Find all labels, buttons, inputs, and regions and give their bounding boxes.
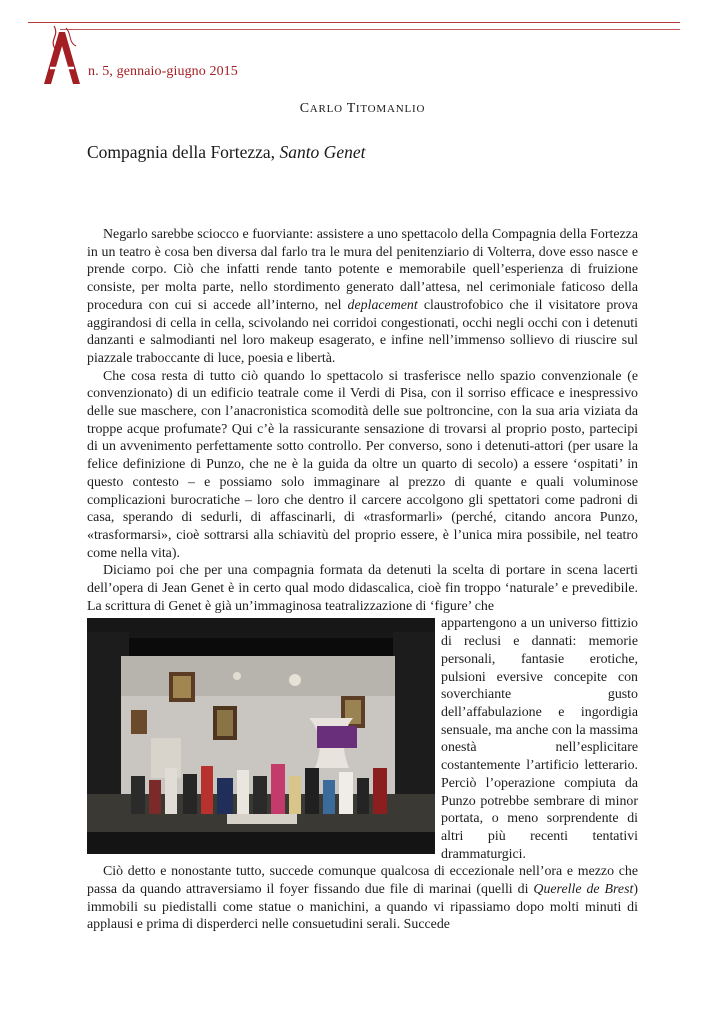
author-first-rest: ARLO [309, 103, 343, 115]
paragraph-3 [87, 562, 638, 615]
paragraph-4-italic: Querelle de Brest [533, 882, 634, 898]
paragraph-4-part-b: ) immobili su piedistalli come statue o manichini, a quando vi ripassiamo dopo molti minuti di applausi e prima di disperderci nelle consuetudini serali. Succede [87, 882, 638, 933]
stage-photo [87, 618, 435, 854]
author-last-rest: ITOMANLIO [355, 103, 426, 115]
header-rule-secondary [60, 29, 680, 30]
paragraph-4-part-a: Ciò detto e nonostante tutto, succede comunque qualcosa di eccezionale nell’ora e mezzo che passa da quando attraversiamo il foyer fissando due file di marinai (quelli di [87, 864, 638, 898]
title-main: Compagnia della Fortezza, [87, 142, 276, 162]
author-initial-first: C [299, 101, 310, 116]
paragraph-1-part-b: claustrofobico che il visitatore prova aggirandosi di cella in cella, scivolando nei corridoi congestionati, occhi negli occhi con i detenuti danzanti e salmodianti nel loro makeup esagerato, e infine nell’immenso sollievo di riuscire sul piazzale traboccante di luce, poesia e libertà. [87, 297, 638, 366]
title-italic: Santo Genet [279, 142, 366, 162]
issue-line: n. 5, gennaio-giugno 2015 [88, 64, 238, 79]
article-author [0, 101, 725, 117]
author-initial-last: T [346, 101, 356, 116]
header-rule [28, 22, 680, 23]
paragraph-1-italic: deplacement [347, 297, 418, 313]
paragraph-1-part-a: Negarlo sarebbe sciocco e fuorviante: assistere a uno spettacolo della Compagnia della Fortezza in un teatro è cosa ben diversa dal farlo tra le mura del penitenziario di Volterra, dove esso nasce e prende corpo. Ciò che infatti rende tanto potente e memorabile quell’esperienza di fruizione consiste, per molta parte, nello stordimento generato dall’attesa, nel cerimoniale faticoso della procedura con cui si accede all’interno, nel [87, 227, 638, 313]
paragraph-4 [87, 863, 638, 934]
article-body [87, 226, 638, 934]
journal-logo-icon [42, 24, 82, 86]
paragraph-3-part-b: appartengono a un universo fittizio di reclusi e dannati: memorie personali, fantasie erotiche, pulsioni eversive concepite con soverchiante gusto dell’affabulazione e ingordigia sensuale, ma anche con la massima onestà nell’esplicitare costantemente l’artificio letterario. Perciò l’operazione compiuta da Punzo potrebbe sembrare di minor portata, o meno sorprendente di altri più recenti tentativi drammaturgici. [441, 616, 638, 862]
paragraph-1 [87, 226, 638, 368]
paragraph-3-part-a: Diciamo poi che per una compagnia formata da detenuti la scelta di portare in scena lacerti dell’opera di Jean Genet è in certo qual modo didascalica, cioè fin troppo ‘naturale’ e prevedibile. La scrittura di Genet è già un’immaginosa teatralizzazione di ‘figure’ che [87, 563, 638, 614]
article-title [87, 142, 365, 163]
paragraph-2: Che cosa resta di tutto ciò quando lo spettacolo si trasferisce nello spazio convenzionale (e convenzionato) di un edificio teatrale come il Verdi di Pisa, con il sorriso efficace e inespressivo delle sue maschere, con l’anacronistica scomodità delle sue poltroncine, con la sua aria viziata da troppe acque profumate? Qui c’è la rassicurante sensazione di trovarsi al proprio posto, partecipi di un avvenimento perfettamente sotto controllo. Per converso, sono i detenuti-attori (per usare la felice definizione di Punzo, che ne è la guida da oltre un quarto di secolo) a essere ‘ospitati’ in questo contesto – e possiamo solo immaginare al prezzo di quante e quali voluminose complicazioni burocratiche – loro che dentro il carcere accolgono gli spettatori come padroni di casa, sperando di sedurli, di affascinarli, di «trasformarli» (perché, citando ancora Punzo, «trasformarsi», cioè sottrarsi alla schiavitù del proprio essere, è l’unica mira possibile, nel teatro come nella vita). [87, 368, 638, 561]
